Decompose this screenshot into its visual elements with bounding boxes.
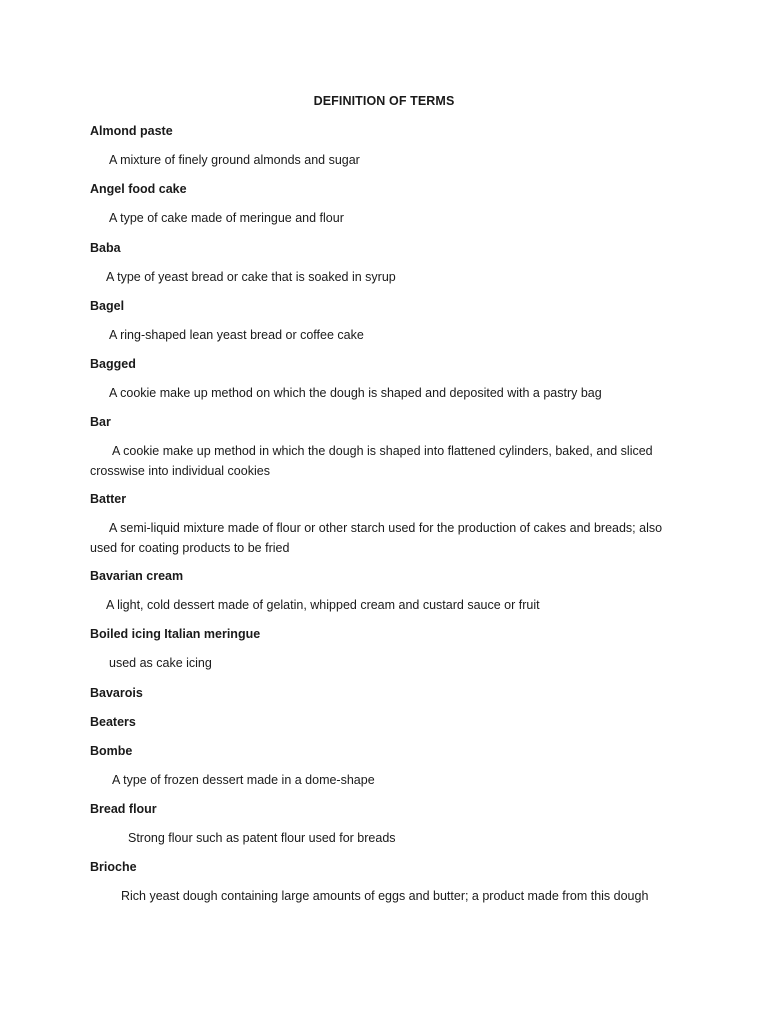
page-title: DEFINITION OF TERMS — [313, 94, 455, 108]
definition-bar — [90, 442, 675, 481]
definition-bagged — [90, 384, 690, 404]
term-bavarois: Bavarois — [90, 686, 143, 700]
term-bagged: Bagged — [90, 357, 136, 371]
definition-text: A semi-liquid mixture made of flour or other starch used for the production of cakes and breads; also used for coating products to be fried — [90, 521, 663, 555]
term-bavarian-cream: Bavarian cream — [90, 569, 184, 583]
term-baba: Baba — [90, 241, 121, 255]
definition-bread-flour — [90, 829, 690, 849]
definition-text: A type of yeast bread or cake that is soaked in syrup — [106, 270, 396, 284]
definition-text: A ring-shaped lean yeast bread or coffee cake — [109, 328, 364, 342]
term-bread-flour: Bread flour — [90, 802, 157, 816]
definition-bagel — [90, 326, 690, 346]
term-brioche: Brioche — [90, 860, 137, 874]
definition-text: A cookie make up method in which the dough is shaped into flattened cylinders, baked, and sliced crosswise into individual cookies — [90, 444, 653, 478]
definition-almond-paste — [90, 151, 690, 171]
definition-brioche — [90, 887, 690, 907]
term-almond-paste: Almond paste — [90, 124, 173, 138]
term-angel-food-cake: Angel food cake — [90, 182, 187, 196]
definition-baba — [90, 268, 690, 288]
definition-text: Rich yeast dough containing large amounts of eggs and butter; a product made from this dough — [121, 889, 649, 903]
definition-boiled-icing-italian-meringue — [90, 654, 690, 674]
term-bar: Bar — [90, 415, 111, 429]
term-bagel: Bagel — [90, 299, 125, 313]
definition-text: A cookie make up method on which the dough is shaped and deposited with a pastry bag — [109, 386, 602, 400]
definition-text: A type of cake made of meringue and flour — [109, 211, 344, 225]
definition-bavarian-cream — [90, 596, 690, 616]
definition-text: used as cake icing — [109, 656, 212, 670]
term-bombe: Bombe — [90, 744, 133, 758]
definition-batter — [90, 519, 690, 558]
term-beaters: Beaters — [90, 715, 136, 729]
definition-text: A mixture of finely ground almonds and sugar — [109, 153, 360, 167]
definition-angel-food-cake — [90, 209, 690, 229]
term-batter: Batter — [90, 492, 127, 506]
term-boiled-icing-italian-meringue: Boiled icing Italian meringue — [90, 627, 261, 641]
definition-text: Strong flour such as patent flour used for breads — [128, 831, 396, 845]
definition-text: A light, cold dessert made of gelatin, whipped cream and custard sauce or fruit — [106, 598, 540, 612]
definition-text: A type of frozen dessert made in a dome-shape — [112, 773, 375, 787]
definition-bombe — [90, 771, 690, 791]
